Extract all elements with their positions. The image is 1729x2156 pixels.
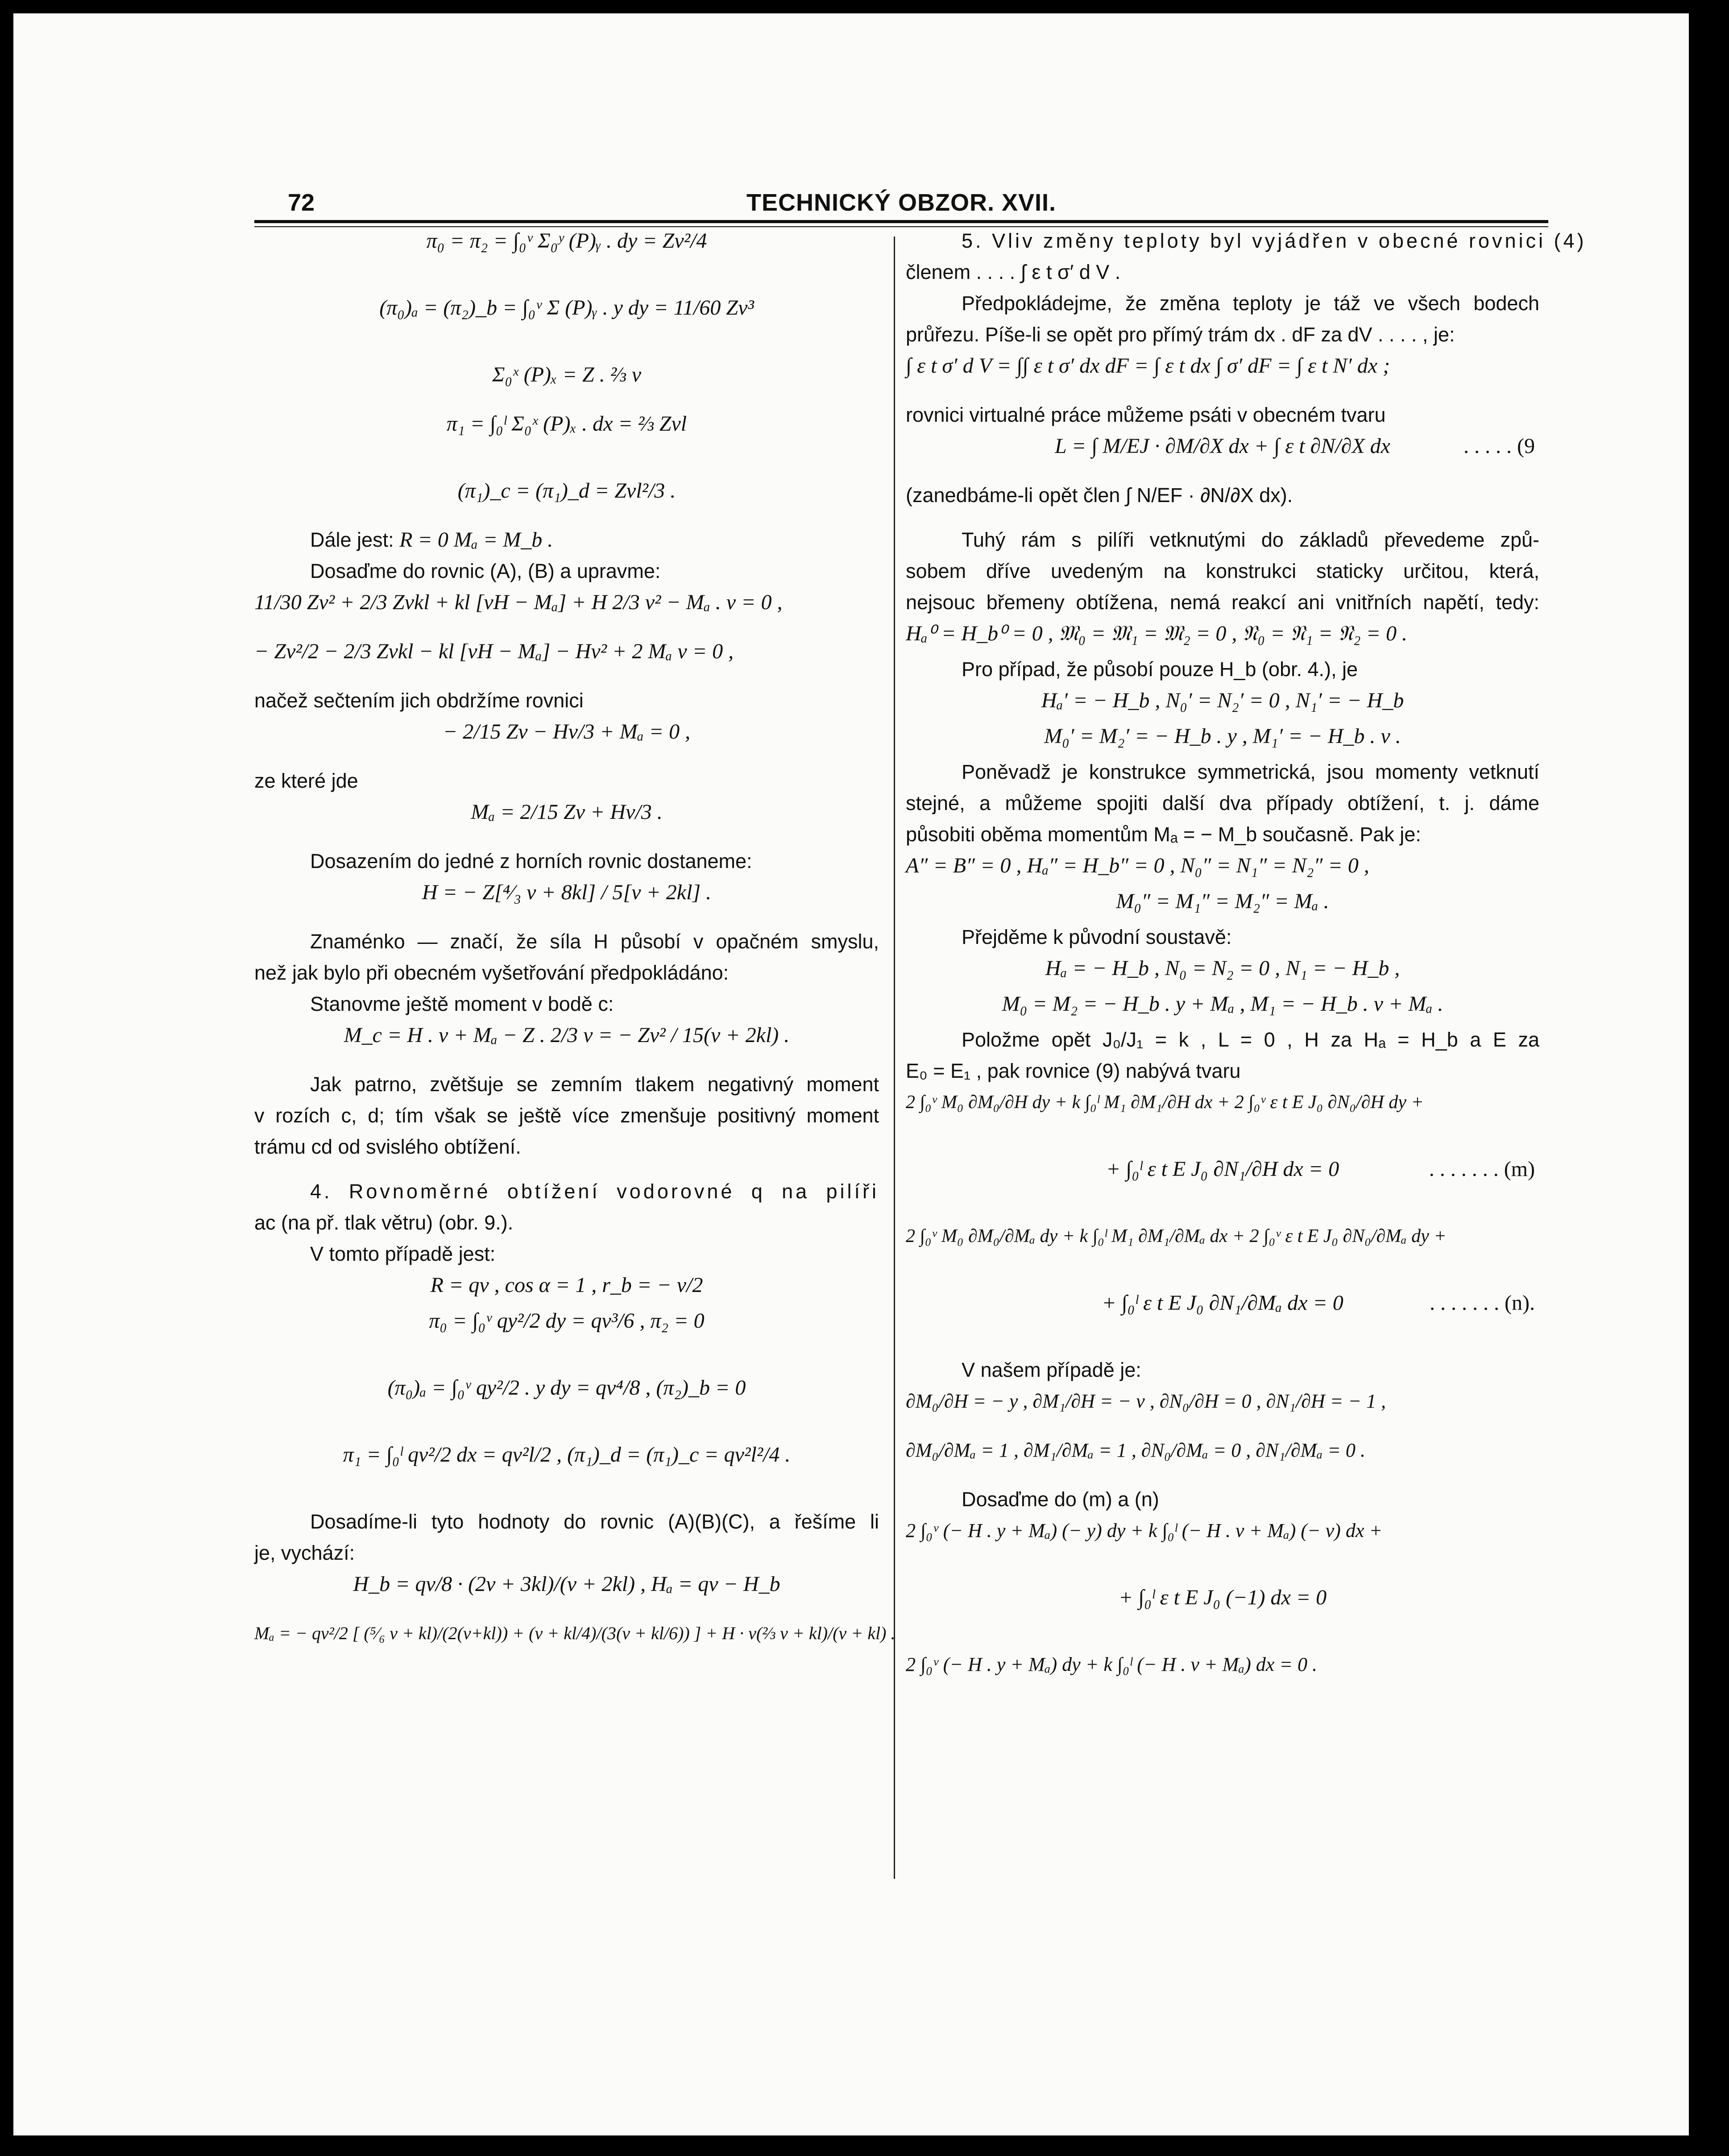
equation: Σ₀ˣ (P)ₓ = Z . ⅔ v [492,363,642,386]
equation: − 2/15 Zv − Hv/3 + Mₐ = 0 , [443,720,691,744]
equation: Mₐ = 2/15 Zv + Hv/3 . [471,800,663,824]
equation: π₁ = ∫₀ˡ qv²/2 dx = qv²l/2 , (π₁)_d = (π₁)_c = qv²l²/4 . [343,1443,791,1466]
paragraph-line: členem . . . . ∫ ε t σ′ d V . [906,261,1121,283]
paragraph-line: je, vychází: [254,1541,355,1564]
equation: − Zv²/2 − 2/3 Zvkl − kl [vH − Mₐ] − Hv² + 2 Mₐ v = 0 , [254,640,734,663]
equation: (π₁)_c = (π₁)_d = Zvl²/3 . [457,479,676,503]
paragraph: Dále jest: R = 0 Mₐ = M_b . [310,528,553,552]
equation: π₀ = π₂ = ∫₀ᵛ Σ₀ʸ (P)ᵧ . dy = Zv²/4 [426,229,707,253]
paragraph-line: Jak patrno, zvětšuje se zemním tlakem negativný moment [310,1073,879,1096]
equation: + ∫₀ˡ ε t E J₀ ∂N₁/∂H dx = 0 . . . . . . . (m) [1106,1157,1535,1181]
paragraph-line: E₀ = E₁ , pak rovnice (9) nabývá tvaru [906,1059,1241,1082]
equation: Mₐ = − qv²/2 [ (⁵⁄₆ v + kl)/(2(v+kl)) + (v + kl/4)/(3(v + kl/6)) ] + H · v(⅔ v + kl)/(v + kl) . [254,1623,896,1643]
equation: M_c = H . v + Mₐ − Z . 2/3 v = − Zv² / 15(v + 2kl) . [344,1023,790,1047]
equation: M₀′ = M₂′ = − H_b . y , M₁′ = − H_b . v . [1044,724,1401,748]
paragraph: ze které jde [254,769,358,792]
equation: 11/30 Zv² + 2/3 Zvkl + kl [vH − Mₐ] + H 2/3 v² − Mₐ . v = 0 , [254,590,783,614]
paragraph-line: Tuhý rám s pilíři vetknutými do základů převedeme způ- [962,528,1539,551]
paragraph-line: průřezu. Píše-li se opět pro přímý trám dx . dF za dV . . . . , je: [906,323,1455,346]
equation: (π₀)ₐ = (π₂)_b = ∫₀ᵛ Σ (P)ᵧ . y dy = 11/60 Zv³ [379,296,754,320]
equation: A″ = B″ = 0 , Hₐ″ = H_b″ = 0 , N₀″ = N₁″ = N₂″ = 0 , [906,854,1369,877]
paragraph-line: ac (na př. tlak větru) (obr. 9.). [254,1211,514,1234]
equation: 2 ∫₀ᵛ M₀ ∂M₀/∂Mₐ dy + k ∫₀ˡ M₁ ∂M₁/∂Mₐ dx + 2 ∫₀ᵛ ε t E J₀ ∂N₀/∂Mₐ dy + [906,1226,1447,1246]
paragraph: Přejděme k původní soustavě: [962,926,1232,948]
paragraph-line: stejné, a můžeme spojiti další dva případy obtížení, t. j. dáme [906,792,1539,814]
section-heading: 5. Vliv změny teploty byl vyjádřen v obecné rovnici (4) [962,229,1587,252]
paragraph-line: v rozích c, d; tím však se ještě více zmenšuje positivný moment [254,1104,879,1127]
equation: ∂M₀/∂Mₐ = 1 , ∂M₁/∂Mₐ = 1 , ∂N₀/∂Mₐ = 0 , ∂N₁/∂Mₐ = 0 . [906,1439,1365,1461]
equation: R = qv , cos α = 1 , r_b = − v/2 [430,1273,703,1297]
paragraph: Dosaďme do (m) a (n) [962,1488,1159,1511]
paragraph-line: Dosadíme-li tyto hodnoty do rovnic (A)(B)(C), a řešíme li [310,1510,879,1533]
left-column [254,228,896,1687]
equation: Hₐ⁰ = H_b⁰ = 0 , 𝔐₀ = 𝔐₁ = 𝔐₂ = 0 , 𝔑₀ = 𝔑₁ = 𝔑₂ = 0 . [906,622,1407,645]
page-number: 72 [288,189,315,216]
paragraph: Dosaďme do rovnic (A), (B) a upravme: [310,560,661,582]
paragraph-line: Předpokládejme, že změna teploty je táž ve všech bodech [962,292,1539,315]
paragraph: načež sečtením jich obdržíme rovnici [254,689,584,712]
paragraph-line: než jak bylo při obecném vyšetřování předpokládáno: [254,961,729,984]
equation: M₀″ = M₁″ = M₂″ = Mₐ . [1116,889,1329,913]
paragraph-line: nejsouc břemeny obtížena, nemá reakcí ani vnitřních napětí, tedy: [906,591,1539,614]
equation: 2 ∫₀ᵛ M₀ ∂M₀/∂H dy + k ∫₀ˡ M₁ ∂M₁/∂H dx + 2 ∫₀ᵛ ε t E J₀ ∂N₀/∂H dy + [906,1092,1424,1113]
header-rule-thick [254,220,1548,223]
equation: + ∫₀ˡ ε t E J₀ (−1) dx = 0 [1118,1586,1327,1609]
equation: 2 ∫₀ᵛ (− H . y + Mₐ) dy + k ∫₀ˡ (− H . v + Mₐ) dx = 0 . [906,1653,1318,1675]
paragraph: Stanovme ještě moment v bodě c: [310,993,614,1015]
equation: Hₐ′ = − H_b , N₀′ = N₂′ = 0 , N₁′ = − H_b [1041,689,1404,712]
page-header [254,185,1548,221]
right-column [906,228,1587,1718]
equation: 2 ∫₀ᵛ (− H . y + Mₐ) (− y) dy + k ∫₀ˡ (− H . v + Mₐ) (− v) dx + [906,1520,1383,1541]
paragraph: (zanedbáme-li opět člen ∫ N/EF · ∂N/∂X dx). [906,484,1293,507]
paragraph: V tomto případě jest: [310,1242,496,1265]
paragraph-line: Poněvadž je konstrukce symmetrická, jsou momenty vetknutí [962,760,1539,783]
equation: M₀ = M₂ = − H_b . y + Mₐ , M₁ = − H_b . v + Mₐ . [1002,992,1443,1016]
equation: Hₐ = − H_b , N₀ = N₂ = 0 , N₁ = − H_b , [1045,956,1400,980]
paragraph-line: Znaménko — značí, že síla H působí v opačném smyslu, [310,930,879,953]
paragraph-line: sobem dříve uvedeným na konstrukci staticky určitou, která, [906,560,1539,582]
equation: L = ∫ M/EJ · ∂M/∂X dx + ∫ ε t ∂N/∂X dx . . . . . (9 [1055,434,1535,458]
paragraph-line: Položme opět J₀/J₁ = k , L = 0 , H za Hₐ = H_b a E za [962,1028,1539,1051]
equation: H = − Z[⁴⁄₃ v + 8kl] / 5[v + 2kl] . [422,881,712,904]
paragraph-line: trámu cd od svislého obtížení. [254,1135,521,1158]
equation: H_b = qv/8 · (2v + 3kl)/(v + 2kl) , Hₐ = qv − H_b [353,1572,780,1596]
equation: π₁ = ∫₀ˡ Σ₀ˣ (P)ₓ . dx = ⅔ Zvl [446,412,687,436]
equation: + ∫₀ˡ ε t E J₀ ∂N₁/∂Mₐ dx = 0 . . . . . . . (n). [1102,1291,1535,1315]
paragraph: rovnici virtualné práce můžeme psáti v obecném tvaru [906,403,1386,426]
equation: (π₀)ₐ = ∫₀ᵛ qy²/2 . y dy = qv⁴/8 , (π₂)_b = 0 [387,1376,746,1400]
paragraph-line: působiti oběma momentům Mₐ = − M_b současně. Pak je: [906,823,1421,846]
paragraph: Dosazením do jedné z horních rovnic dostaneme: [310,850,752,872]
paragraph: Pro případ, že působí pouze H_b (obr. 4.), je [962,658,1358,681]
scan-border [1698,0,1729,2156]
section-heading: 4. Rovnoměrné obtížení vodorovné q na pilíři [310,1180,879,1203]
running-title: TECHNICKÝ OBZOR. XVII. [746,189,1057,216]
header-rule-thin [254,226,1548,227]
paragraph: V našem případě je: [962,1358,1141,1381]
equation: π₀ = ∫₀ᵛ qy²/2 dy = qv³/6 , π₂ = 0 [429,1309,705,1333]
equation: ∫ ε t σ′ d V = ∫∫ ε t σ′ dx dF = ∫ ε t dx ∫ σ′ dF = ∫ ε t N′ dx ; [906,354,1390,378]
equation: ∂M₀/∂H = − y , ∂M₁/∂H = − v , ∂N₀/∂H = 0 , ∂N₁/∂H = − 1 , [906,1390,1386,1412]
